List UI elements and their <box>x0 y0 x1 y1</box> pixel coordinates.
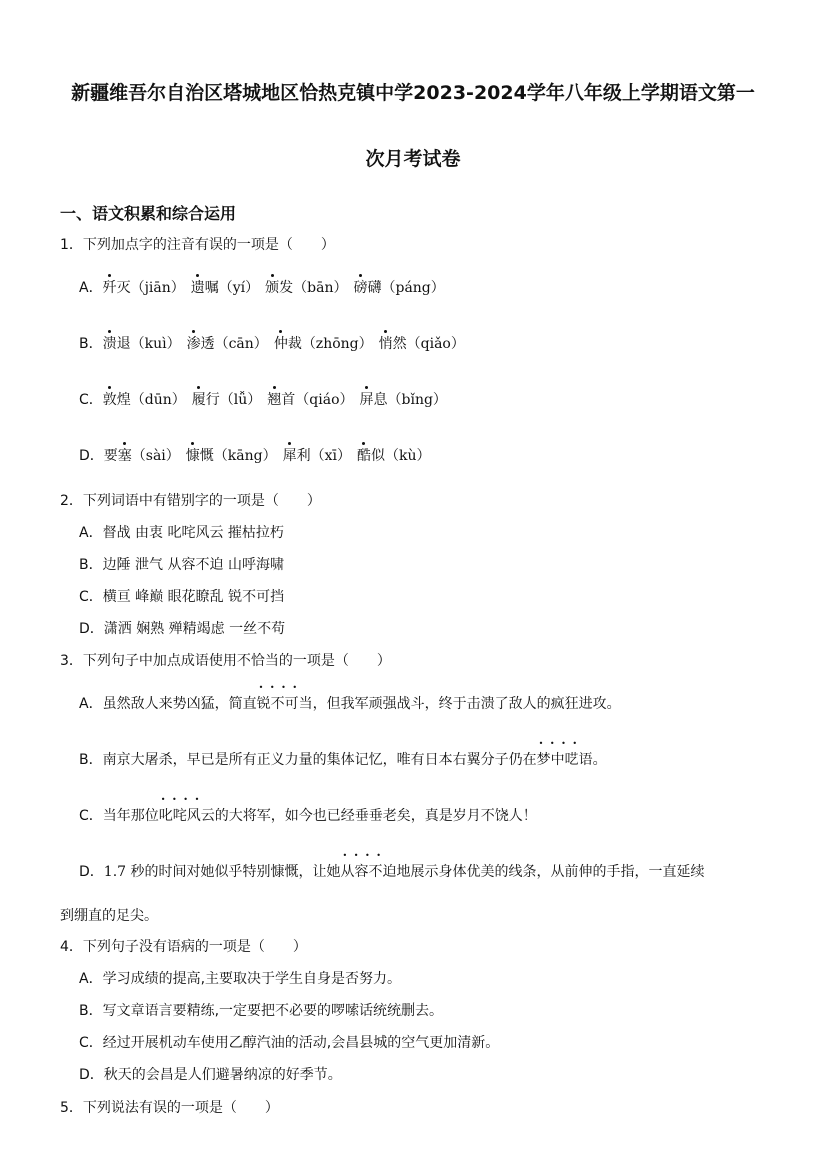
dotted-idiom: • • 叱咤风云 <box>159 808 215 824</box>
document-title-line1: 新疆维吾尔自治区塔城地区恰热克镇中学2023-2024学年八年级上学期语文第一 <box>71 82 755 104</box>
question-1-option-b: B．溃退（kuì） 渗透（cān） 仲裁（zhōng） 悄然（qiǎo） <box>79 336 465 352</box>
question-2-option-b: B．边陲 泄气 从容不迫 山呼海啸 <box>79 557 284 573</box>
question-4-option-c: C．经过开展机动车使用乙醇汽油的活动,会昌县城的空气更加清新。 <box>79 1035 500 1051</box>
dotted-idiom: • • 锐不可当 <box>257 696 313 712</box>
question-2-option-c: C．横亘 峰巅 眼花瞭乱 锐不可挡 <box>79 589 285 605</box>
question-1-stem: 1．下列加点字的注音有误的一项是（ ） <box>60 237 335 253</box>
question-3-option-a: A．虽然敌人来势凶猛，简直• • 锐不可当，但我军顽强战斗，终于击溃了敌人的疯狂进攻。 <box>79 693 621 713</box>
question-2-option-d: D．潇洒 娴熟 殚精竭虑 一丝不苟 <box>79 621 286 637</box>
question-4-stem: 4．下列句子没有语病的一项是（ ） <box>60 939 307 955</box>
question-4-option-b: B．写文章语言要精练,一定要把不必要的啰嗦话统统删去。 <box>79 1003 444 1019</box>
question-1-option-a: A．歼灭（jiān） 遗嘱（yí） 颁发（bān） 磅礴（páng） <box>79 280 445 296</box>
question-3-stem: 3．下列句子中加点成语使用不恰当的一项是（ ） <box>60 653 391 669</box>
dotted-idiom: • • 从容不迫 <box>341 864 397 880</box>
question-3-option-b: B．南京大屠杀，早已是所有正义力量的集体记忆，唯有日本右翼分子仍在• • 梦中呓语。 <box>79 749 607 769</box>
question-2-option-a: A．督战 由衷 叱咤风云 摧枯拉朽 <box>79 525 284 541</box>
question-3-option-d: D．1.7 秒的时间对她似乎特别慷慨，让她• • 从容不迫地展示身体优美的线条，从前伸的手指，一直延续 <box>79 861 705 881</box>
question-1-option-d: D．要塞（sài） 慷慨（kāng） 犀利（xī） 酷似（kù） <box>79 448 431 464</box>
question-4-option-a: A．学习成绩的提高,主要取决于学生自身是否努力。 <box>79 971 402 987</box>
dotted-idiom: • • 梦中呓语 <box>537 752 593 768</box>
question-5-stem: 5．下列说法有误的一项是（ ） <box>60 1100 279 1116</box>
question-1-option-c: C．敦煌（dūn） 履行（lǚ） 翘首（qiáo） 屏息（bǐng） <box>79 392 447 408</box>
question-3-option-c: C．当年那位• • 叱咤风云的大将军，如今也已经垂垂老矣，真是岁月不饶人！ <box>79 805 537 825</box>
section-heading: 一、语文积累和综合运用 <box>60 204 237 223</box>
question-2-stem: 2．下列词语中有错别字的一项是（ ） <box>60 493 321 509</box>
document-title-line2: 次月考试卷 <box>365 148 461 170</box>
question-4-option-d: D．秋天的会昌是人们避暑纳凉的好季节。 <box>79 1067 342 1083</box>
question-3-option-d-continuation: 到绷直的足尖。 <box>60 908 158 924</box>
